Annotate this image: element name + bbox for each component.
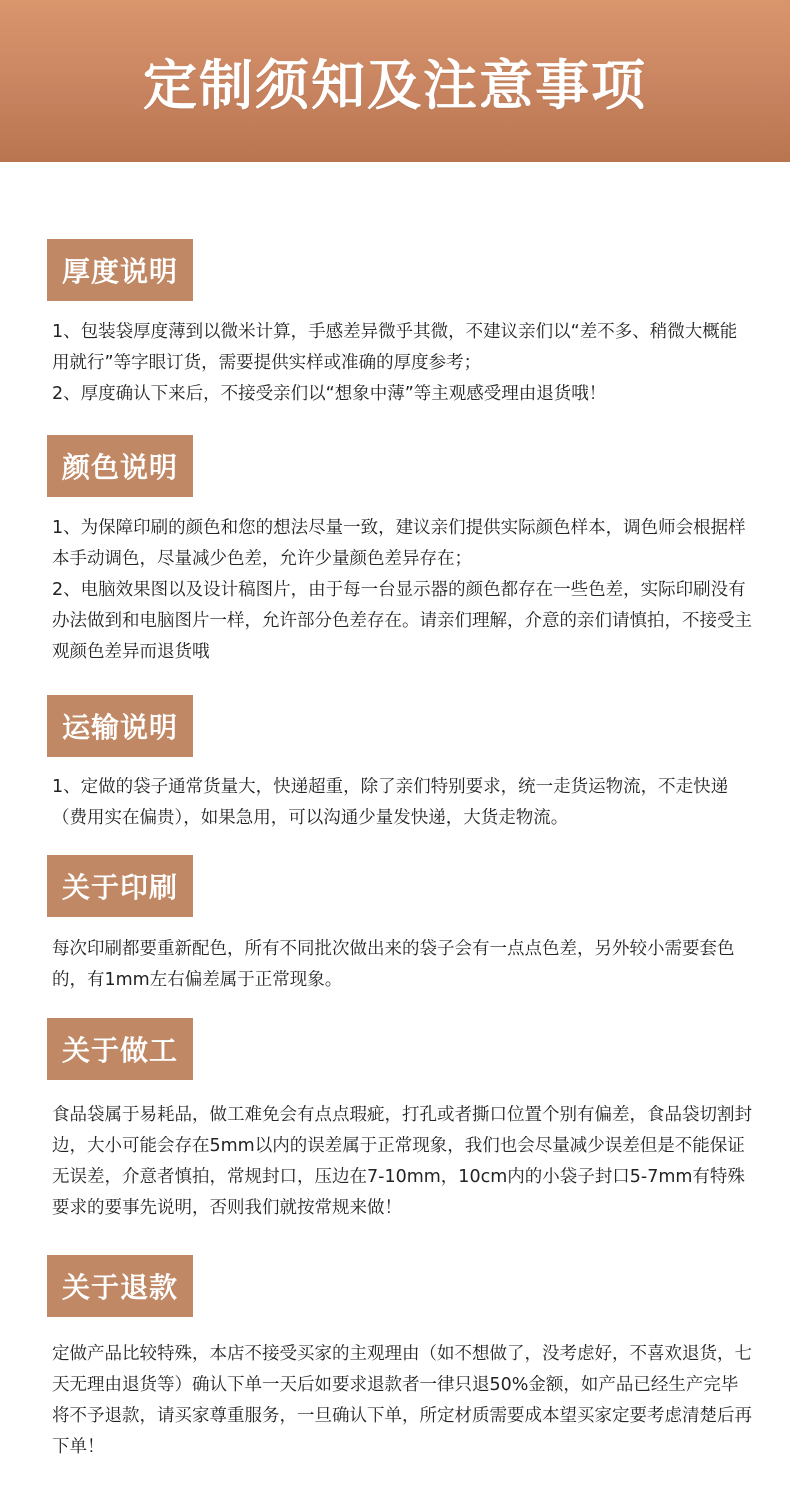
section-tag-workmanship: 关于做工 — [47, 1018, 193, 1080]
paragraph: 1、定做的袋子通常货量大，快递超重，除了亲们特别要求，统一走货运物流，不走快递（费用实在偏贵），如果急用，可以沟通少量发快递，大货走物流。 — [52, 777, 729, 828]
paragraph: 食品袋属于易耗品，做工难免会有点点瑕疵，打孔或者撕口位置个别有偏差，食品袋切割封边，大小可能会存在5mm以内的误差属于正常现象，我们也会尽量减少误差但是不能保证无误差，介意者慎拍，常规封口，压边在7-10mm，10cm内的小袋子封口5-7mm有特殊要求的要事先说明，否则我们就按常规来做！ — [52, 1105, 752, 1218]
section-tag-color: 颜色说明 — [47, 435, 193, 497]
section-body-shipping — [52, 772, 752, 834]
section-tag-refund: 关于退款 — [47, 1255, 193, 1317]
section-body-printing — [52, 934, 752, 996]
section-body-color — [52, 513, 752, 668]
paragraph: 1、为保障印刷的颜色和您的想法尽量一致，建议亲们提供实际颜色样本，调色师会根据样本手动调色，尽量减少色差，允许少量颜色差异存在； — [52, 518, 746, 569]
section-body-refund — [52, 1339, 752, 1463]
paragraph: 1、包装袋厚度薄到以微米计算，手感差异微乎其微，不建议亲们以“差不多、稍微大概能用就行”等字眼订货，需要提供实样或准确的厚度参考； — [52, 322, 738, 373]
section-tag-printing: 关于印刷 — [47, 855, 193, 917]
header-banner — [0, 0, 790, 162]
section-tag-thickness: 厚度说明 — [47, 239, 193, 301]
paragraph: 2、电脑效果图以及设计稿图片，由于每一台显示器的颜色都存在一些色差，实际印刷没有办法做到和电脑图片一样，允许部分色差存在。请亲们理解，介意的亲们请慎拍，不接受主观颜色差异而退货哦 — [52, 580, 752, 662]
paragraph: 定做产品比较特殊，本店不接受买家的主观理由（如不想做了，没考虑好，不喜欢退货，七天无理由退货等）确认下单一天后如要求退款者一律只退50%金额，如产品已经生产完毕将不予退款，请买家尊重服务，一旦确认下单，所定材质需要成本望买家定要考虑清楚后再下单！ — [52, 1344, 752, 1457]
paragraph: 每次印刷都要重新配色，所有不同批次做出来的袋子会有一点点色差，另外较小需要套色的，有1mm左右偏差属于正常现象。 — [52, 939, 735, 990]
paragraph: 2、厚度确认下来后，不接受亲们以“想象中薄”等主观感受理由退货哦！ — [52, 384, 607, 404]
section-tag-shipping: 运输说明 — [47, 695, 193, 757]
section-body-workmanship — [52, 1100, 752, 1224]
section-body-thickness — [52, 317, 752, 410]
page-title: 定制须知及注意事项 — [143, 53, 647, 117]
